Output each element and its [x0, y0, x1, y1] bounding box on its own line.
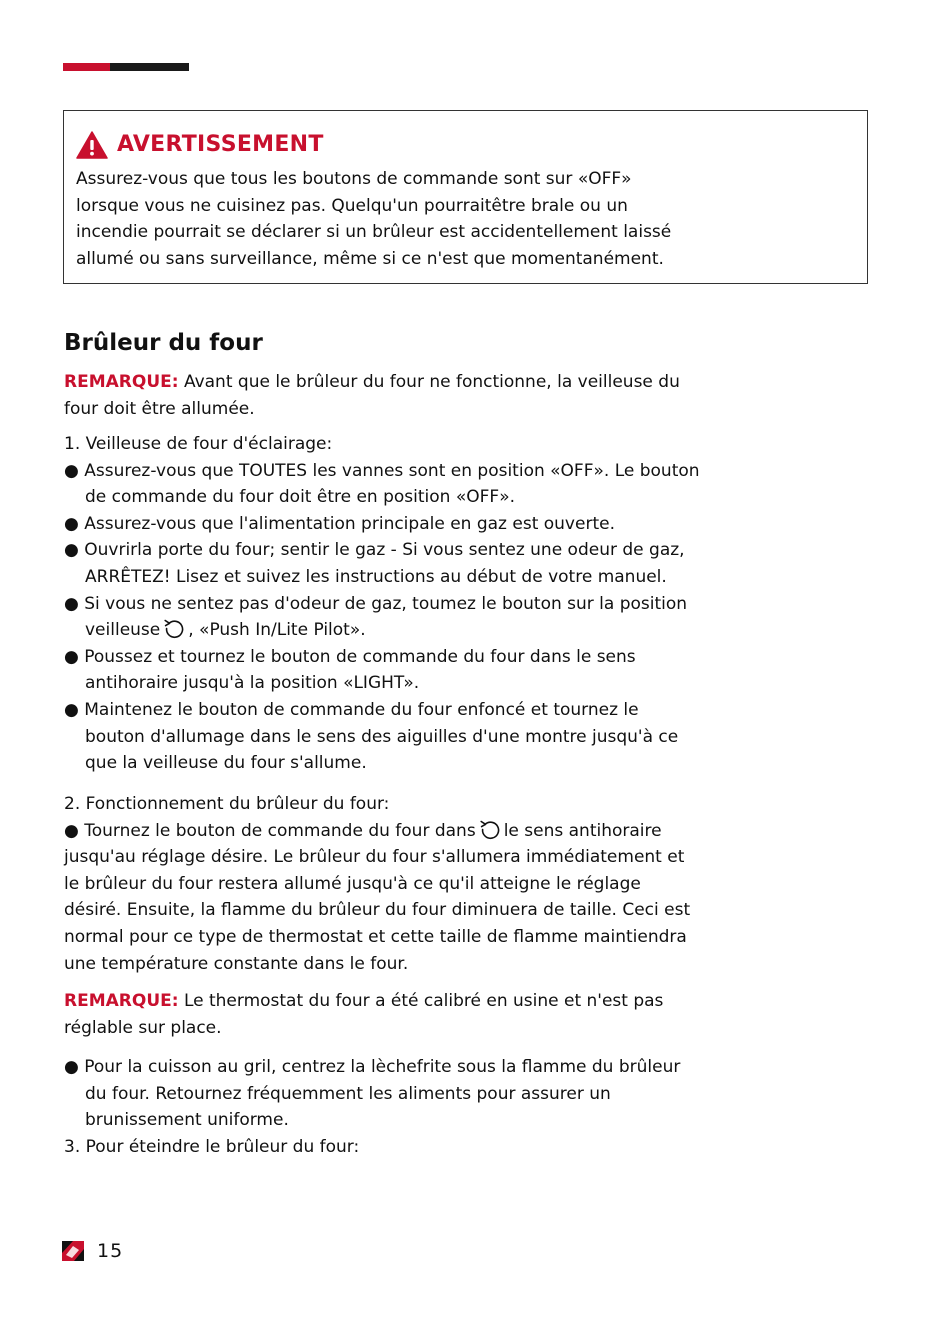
page-number: 15 — [97, 1240, 124, 1262]
note-text: réglable sur place. — [64, 1017, 222, 1038]
bullet-text: du four. Retournez fréquemment les aliments pour assurer un — [85, 1083, 611, 1104]
accent-bar-red — [63, 63, 110, 71]
section-title: Brûleur du four — [64, 330, 263, 356]
note-label: REMARQUE: — [64, 372, 179, 392]
step-2 — [64, 791, 874, 977]
broil-paragraph — [64, 1054, 874, 1160]
counterclockwise-knob-icon — [479, 818, 501, 840]
header-accent-bar — [63, 63, 189, 71]
bullet-text: brunissement uniforme. — [85, 1110, 289, 1131]
warning-line: incendie pourrait se déclarer si un brûleur est accidentellement laissé — [76, 222, 672, 243]
bullet-text: ● Poussez et tournez le bouton de commande du four dans le sens — [64, 646, 636, 667]
note-paragraph — [64, 988, 874, 1041]
bullet-text: veilleuse — [85, 620, 161, 641]
counterclockwise-knob-icon — [163, 617, 185, 639]
warning-box — [63, 110, 868, 284]
bullet-text: ● Assurez-vous que TOUTES les vannes sont en position «OFF». Le bouton — [64, 460, 700, 481]
note-text: Avant que le brûleur du four ne fonctionne, la veilleuse du — [178, 372, 680, 392]
bullet-text: ● Assurez-vous que l'alimentation principale en gaz est ouverte. — [64, 513, 615, 534]
warning-line: allumé ou sans surveillance, même si ce n'est que momentanément. — [76, 249, 664, 270]
bullet-text: ● Si vous ne sentez pas d'odeur de gaz, toumez le bouton sur la position — [64, 593, 688, 614]
bullet-text: bouton d'allumage dans le sens des aiguilles d'une montre jusqu'à ce — [85, 726, 679, 747]
step-1 — [64, 431, 874, 777]
warning-line: Assurez-vous que tous les boutons de commande sont sur «OFF» — [76, 169, 632, 189]
bullet-text: , «Push In/Lite Pilot». — [188, 620, 366, 641]
warning-text — [76, 166, 866, 273]
note-text: Le thermostat du four a été calibré en usine et n'est pas — [178, 991, 664, 1011]
note-text: four doit être allumée. — [64, 398, 255, 419]
paragraph-text: une température constante dans le four. — [64, 953, 409, 974]
bullet-text: de commande du four doit être en position «OFF». — [85, 487, 515, 508]
brand-logo-icon — [62, 1241, 84, 1261]
bullet-text: ARRÊTEZ! Lisez et suivez les instructions au début de votre manuel. — [85, 566, 667, 587]
accent-bar-black — [110, 63, 189, 71]
warning-triangle-icon — [76, 131, 108, 159]
paragraph-text: le brûleur du four restera allumé jusqu'à ce qu'il atteigne le réglage — [64, 873, 641, 894]
warning-title: AVERTISSEMENT — [117, 132, 324, 157]
paragraph-text: jusqu'au réglage désire. Le brûleur du four s'allumera immédiatement et — [64, 847, 685, 868]
step-3-heading: 3. Pour éteindre le brûleur du four: — [64, 1136, 360, 1157]
paragraph-text: ● Tournez le bouton de commande du four dans — [64, 820, 476, 841]
bullet-text: ● Maintenez le bouton de commande du four enfoncé et tournez le — [64, 699, 639, 720]
paragraph-text: le sens antihoraire — [503, 820, 662, 841]
note-label: REMARQUE: — [64, 991, 179, 1011]
step-2-heading: 2. Fonctionnement du brûleur du four: — [64, 794, 390, 814]
warning-line: lorsque vous ne cuisinez pas. Quelqu'un pourraitêtre brale ou un — [76, 195, 628, 216]
step-1-heading: 1. Veilleuse de four d'éclairage: — [64, 434, 333, 454]
bullet-text: que la veilleuse du four s'allume. — [85, 753, 367, 774]
paragraph-text: normal pour ce type de thermostat et cette taille de flamme maintiendra — [64, 926, 687, 947]
paragraph-text: désiré. Ensuite, la flamme du brûleur du four diminuera de taille. Ceci est — [64, 900, 691, 921]
bullet-text: ● Ouvrirla porte du four; sentir le gaz - Si vous sentez une odeur de gaz, — [64, 540, 685, 561]
note-paragraph — [64, 369, 874, 422]
bullet-text: ● Pour la cuisson au gril, centrez la lèchefrite sous la flamme du brûleur — [64, 1057, 681, 1077]
bullet-text: antihoraire jusqu'à la position «LIGHT». — [85, 673, 420, 694]
